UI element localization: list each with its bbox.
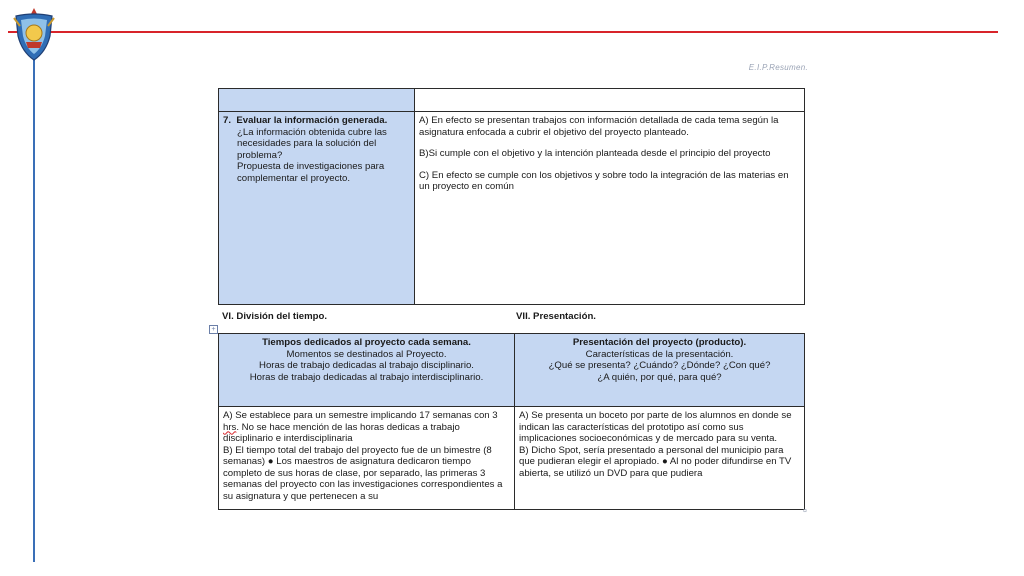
section-heading-time-division: VI. División del tiempo. [222,311,328,322]
time-answer-a: A) Se establece para un semestre implicando 17 semanas con 3 hrs. No se hace mención de las horas dedicas a trabajo disciplinario e interdisciplinaria [223,410,498,444]
margin-blue-rule [33,40,35,562]
answer-a: A) En efecto se presentan trabajos con información detallada de cada tema según la asignatura enfocada a cubrir el objetivo del proyecto planteado. [419,115,779,138]
header-red-rule [8,31,998,33]
time-body-cell [219,407,515,510]
end-of-cell-mark: ¤ [803,508,807,515]
presentation-answer-b: B) Dicho Spot, sería presentado a personal del municipio para que pudieran elegir el apropiado. ● Al no poder difundirse en TV abierta, se utilizó un DVD para que pudiera [519,444,792,479]
presentation-body-cell [515,407,805,510]
empty-header-cell-right [415,89,805,112]
empty-header-cell-left [219,89,415,112]
institution-crest-icon [12,6,56,62]
answers-cell [415,112,805,305]
presentation-header-cell: Presentación del proyecto (producto). Características de la presentación. ¿Qué se presenta? ¿Cuándo? ¿Dónde? ¿Con qué? ¿A quién, por qué, para qué? [515,334,805,407]
criterion-cell [219,112,415,305]
criterion-heading: 7. Evaluar la información generada. [223,115,388,126]
document-reference: E.I.P.Resumen. [748,63,808,72]
evaluation-table [218,88,805,305]
time-presentation-table [218,333,805,510]
table-move-handle-icon[interactable]: + [209,325,218,334]
criterion-description: ¿La información obtenida cubre las necesidades para la solución del problema? Propuesta de investigaciones para complementar el proyecto. [237,126,387,184]
presentation-answer-a: A) Se presenta un boceto por parte de los alumnos en donde se indican las características del prototipo así como sus implicaciones socioeconómicas y de mercado para su venta. [519,410,792,444]
answer-b: B)Si cumple con el objetivo y la intención planteada desde el principio del proyecto [419,148,771,159]
section-heading-presentation: VII. Presentación. [516,311,596,322]
answer-c: C) En efecto se cumple con los objetivos y sobre todo la integración de las materias en un proyecto en común [419,169,789,192]
time-header-cell: Tiempos dedicados al proyecto cada semana. Momentos se destinados al Proyecto. Horas de trabajo dedicadas al trabajo disciplinario. Horas de trabajo dedicadas al trabajo interdisciplinario. [219,334,515,407]
time-answer-b: B) El tiempo total del trabajo del proyecto fue de un bimestre (8 semanas) ● Los maestros de asignatura dedicaron tiempo completo de sus horas de clase, por separado, las primeras 3 semanas del proyecto con las investigaciones correspondientes a su asignatura y que pertenecen a su [223,444,503,502]
